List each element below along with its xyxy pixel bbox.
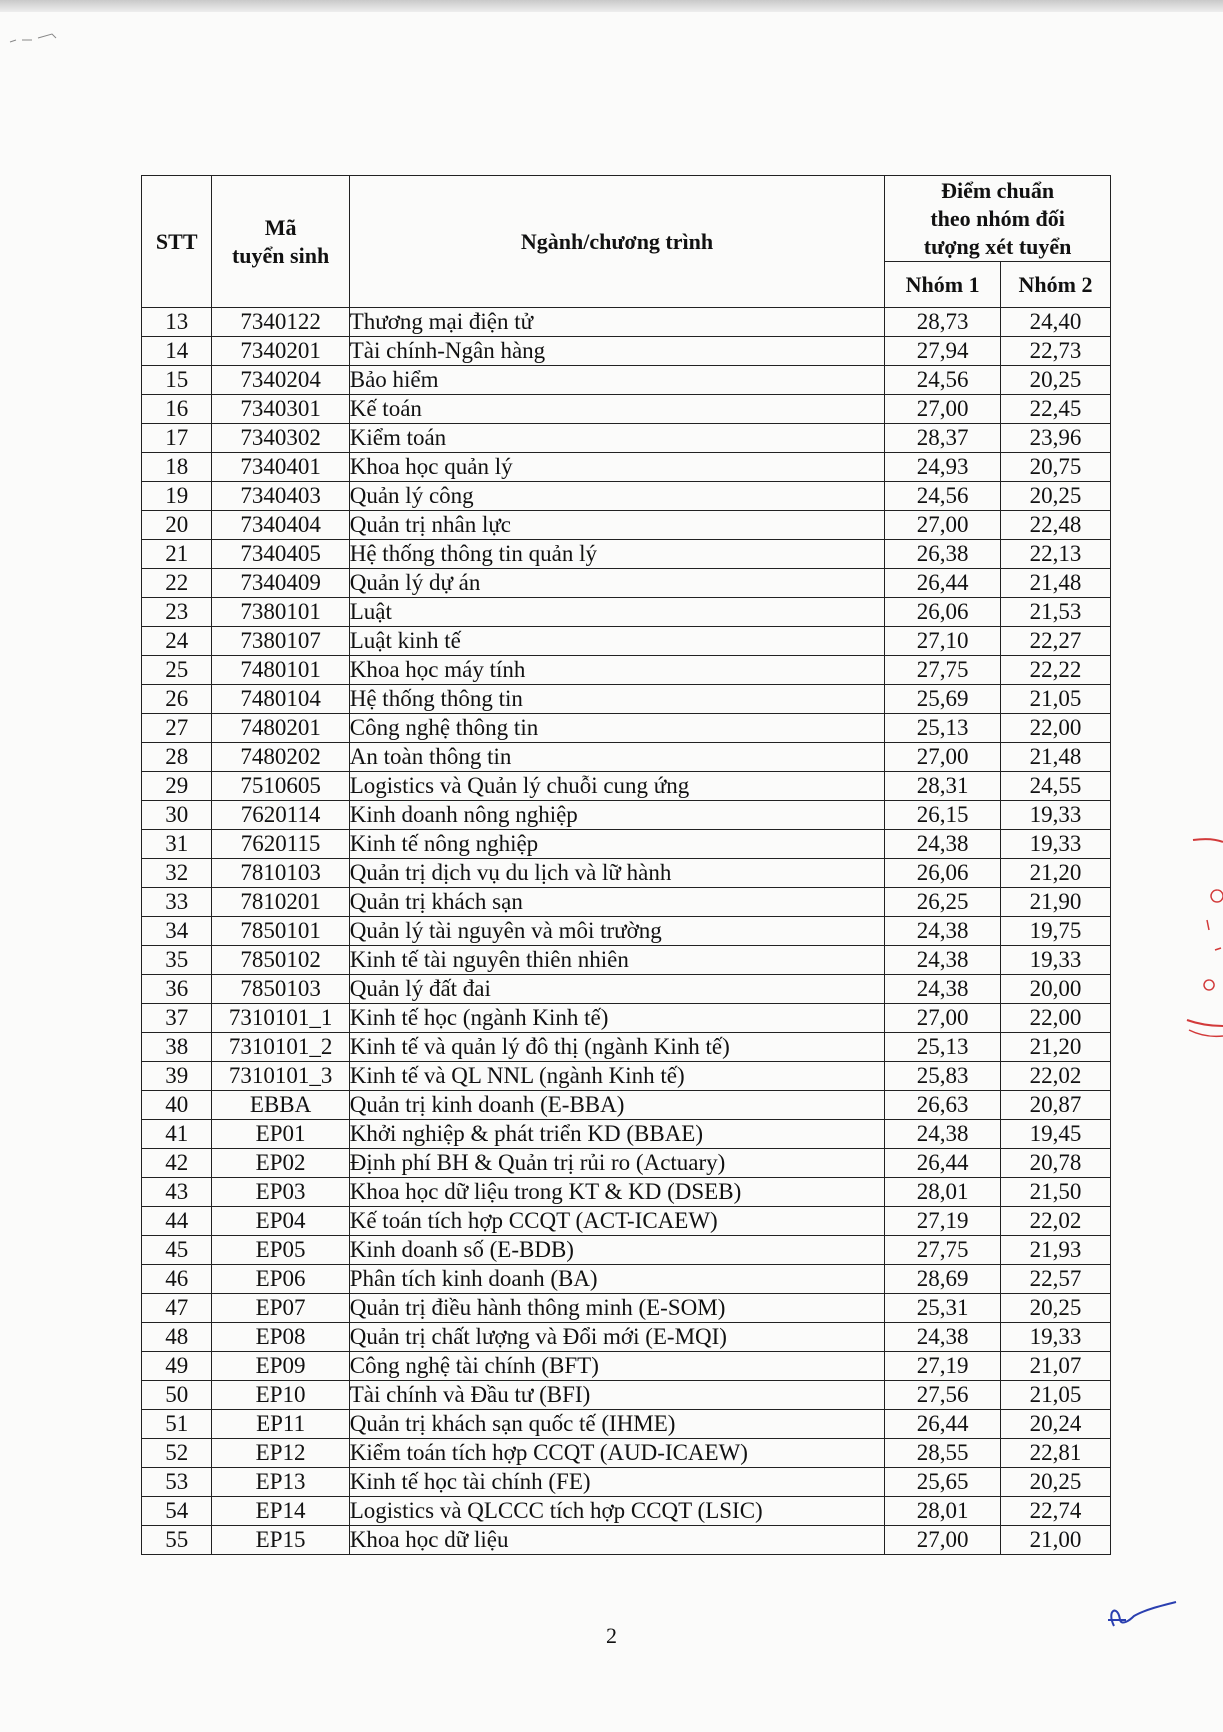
table-row <box>142 1149 1111 1178</box>
row-stt: 35 <box>142 946 212 975</box>
header-score-line2: theo nhóm đối <box>930 205 1065 231</box>
row-score-group1: 24,38 <box>885 1323 1001 1352</box>
row-score-group2: 19,75 <box>1001 917 1111 946</box>
row-stt: 39 <box>142 1062 212 1091</box>
row-score-group2: 22,27 <box>1001 627 1111 656</box>
table-row <box>142 1207 1111 1236</box>
row-program-name: Khoa học quản lý <box>349 453 884 482</box>
row-stt: 18 <box>142 453 212 482</box>
row-score-group2: 22,81 <box>1001 1439 1111 1468</box>
row-program-name: Bảo hiểm <box>349 366 884 395</box>
row-program-name: Quản trị nhân lực <box>349 511 884 540</box>
row-stt: 55 <box>142 1526 212 1555</box>
row-program-name: Công nghệ tài chính (BFT) <box>349 1352 884 1381</box>
row-program-name: Quản trị điều hành thông minh (E-SOM) <box>349 1294 884 1323</box>
row-admission-code: 7310101_2 <box>212 1033 349 1062</box>
row-program-name: Kinh doanh số (E-BDB) <box>349 1236 884 1265</box>
row-admission-code: EP10 <box>212 1381 349 1410</box>
row-score-group2: 21,48 <box>1001 569 1111 598</box>
row-admission-code: 7480104 <box>212 685 349 714</box>
row-score-group1: 24,38 <box>885 946 1001 975</box>
row-admission-code: EP13 <box>212 1468 349 1497</box>
row-admission-code: 7340403 <box>212 482 349 511</box>
header-group2: Nhóm 2 <box>1001 262 1111 308</box>
row-program-name: Quản trị dịch vụ du lịch và lữ hành <box>349 859 884 888</box>
row-score-group2: 20,25 <box>1001 366 1111 395</box>
row-score-group1: 24,56 <box>885 482 1001 511</box>
row-admission-code: 7340201 <box>212 337 349 366</box>
table-row <box>142 1294 1111 1323</box>
row-program-name: Khoa học dữ liệu <box>349 1526 884 1555</box>
row-admission-code: 7310101_1 <box>212 1004 349 1033</box>
row-score-group2: 24,40 <box>1001 308 1111 337</box>
row-admission-code: EP06 <box>212 1265 349 1294</box>
admission-score-table <box>141 175 1111 1555</box>
row-program-name: Logistics và Quản lý chuỗi cung ứng <box>349 772 884 801</box>
row-program-name: Hệ thống thông tin <box>349 685 884 714</box>
row-program-name: Tài chính và Đầu tư (BFI) <box>349 1381 884 1410</box>
row-score-group2: 21,20 <box>1001 1033 1111 1062</box>
table-header-row <box>142 176 1111 262</box>
row-admission-code: EP01 <box>212 1120 349 1149</box>
row-stt: 15 <box>142 366 212 395</box>
row-score-group2: 23,96 <box>1001 424 1111 453</box>
row-program-name: Phân tích kinh doanh (BA) <box>349 1265 884 1294</box>
table-row <box>142 714 1111 743</box>
row-score-group1: 28,37 <box>885 424 1001 453</box>
row-score-group2: 21,05 <box>1001 1381 1111 1410</box>
row-stt: 19 <box>142 482 212 511</box>
row-stt: 36 <box>142 975 212 1004</box>
row-admission-code: 7480201 <box>212 714 349 743</box>
row-score-group1: 26,44 <box>885 569 1001 598</box>
table-row <box>142 772 1111 801</box>
row-score-group1: 25,31 <box>885 1294 1001 1323</box>
row-stt: 33 <box>142 888 212 917</box>
scan-top-edge <box>0 0 1223 12</box>
row-program-name: Kiểm toán tích hợp CCQT (AUD-ICAEW) <box>349 1439 884 1468</box>
row-admission-code: EP12 <box>212 1439 349 1468</box>
row-stt: 25 <box>142 656 212 685</box>
row-score-group1: 27,19 <box>885 1352 1001 1381</box>
table-row <box>142 946 1111 975</box>
signature-mark <box>1100 1590 1180 1630</box>
table-row <box>142 1526 1111 1555</box>
row-score-group1: 24,38 <box>885 975 1001 1004</box>
row-program-name: Kinh tế nông nghiệp <box>349 830 884 859</box>
row-score-group1: 27,75 <box>885 656 1001 685</box>
table-row <box>142 569 1111 598</box>
row-stt: 34 <box>142 917 212 946</box>
row-score-group1: 24,38 <box>885 917 1001 946</box>
row-score-group1: 27,75 <box>885 1236 1001 1265</box>
row-score-group2: 21,53 <box>1001 598 1111 627</box>
table-row <box>142 801 1111 830</box>
row-score-group2: 22,48 <box>1001 511 1111 540</box>
row-score-group1: 28,31 <box>885 772 1001 801</box>
row-score-group2: 20,00 <box>1001 975 1111 1004</box>
header-admission-code <box>212 176 349 308</box>
row-program-name: Luật kinh tế <box>349 627 884 656</box>
row-admission-code: 7340409 <box>212 569 349 598</box>
row-admission-code: 7380107 <box>212 627 349 656</box>
row-score-group2: 22,73 <box>1001 337 1111 366</box>
scan-speck-mark <box>8 30 78 50</box>
row-score-group2: 19,33 <box>1001 830 1111 859</box>
row-score-group2: 20,78 <box>1001 1149 1111 1178</box>
row-score-group2: 21,90 <box>1001 888 1111 917</box>
row-score-group2: 22,02 <box>1001 1062 1111 1091</box>
row-stt: 53 <box>142 1468 212 1497</box>
row-admission-code: 7340404 <box>212 511 349 540</box>
row-score-group2: 21,20 <box>1001 859 1111 888</box>
row-score-group2: 19,45 <box>1001 1120 1111 1149</box>
row-program-name: Quản trị kinh doanh (E-BBA) <box>349 1091 884 1120</box>
row-score-group2: 21,50 <box>1001 1178 1111 1207</box>
row-score-group1: 28,01 <box>885 1497 1001 1526</box>
row-admission-code: EBBA <box>212 1091 349 1120</box>
row-admission-code: 7340401 <box>212 453 349 482</box>
table-row <box>142 1004 1111 1033</box>
row-score-group1: 27,56 <box>885 1381 1001 1410</box>
row-stt: 51 <box>142 1410 212 1439</box>
row-program-name: Kiểm toán <box>349 424 884 453</box>
row-program-name: Thương mại điện tử <box>349 308 884 337</box>
row-score-group2: 19,33 <box>1001 1323 1111 1352</box>
row-stt: 37 <box>142 1004 212 1033</box>
table-row <box>142 395 1111 424</box>
row-score-group2: 22,74 <box>1001 1497 1111 1526</box>
row-admission-code: 7340405 <box>212 540 349 569</box>
table-row <box>142 1033 1111 1062</box>
row-stt: 14 <box>142 337 212 366</box>
header-score-line3: tượng xét tuyển <box>923 233 1072 259</box>
row-stt: 28 <box>142 743 212 772</box>
table-row <box>142 511 1111 540</box>
table-row <box>142 859 1111 888</box>
row-score-group1: 26,06 <box>885 598 1001 627</box>
row-program-name: Quản lý đất đai <box>349 975 884 1004</box>
table-row <box>142 1062 1111 1091</box>
row-program-name: Tài chính-Ngân hàng <box>349 337 884 366</box>
table-row <box>142 366 1111 395</box>
table-row <box>142 1410 1111 1439</box>
row-program-name: Luật <box>349 598 884 627</box>
row-score-group1: 26,44 <box>885 1410 1001 1439</box>
table-row <box>142 917 1111 946</box>
row-score-group1: 24,38 <box>885 1120 1001 1149</box>
row-admission-code: EP09 <box>212 1352 349 1381</box>
header-program: Ngành/chương trình <box>349 176 884 308</box>
row-score-group2: 21,93 <box>1001 1236 1111 1265</box>
row-score-group1: 28,69 <box>885 1265 1001 1294</box>
row-score-group2: 22,02 <box>1001 1207 1111 1236</box>
table-row <box>142 627 1111 656</box>
row-admission-code: EP08 <box>212 1323 349 1352</box>
row-program-name: Quản trị khách sạn <box>349 888 884 917</box>
row-program-name: Định phí BH & Quản trị rủi ro (Actuary) <box>349 1149 884 1178</box>
row-score-group1: 27,94 <box>885 337 1001 366</box>
row-score-group1: 27,00 <box>885 1526 1001 1555</box>
row-score-group2: 22,00 <box>1001 1004 1111 1033</box>
row-stt: 20 <box>142 511 212 540</box>
row-score-group2: 22,00 <box>1001 714 1111 743</box>
row-program-name: Logistics và QLCCC tích hợp CCQT (LSIC) <box>349 1497 884 1526</box>
row-program-name: Công nghệ thông tin <box>349 714 884 743</box>
row-score-group2: 20,75 <box>1001 453 1111 482</box>
header-score-line1: Điểm chuẩn <box>941 177 1055 203</box>
red-stamp-edge <box>1183 830 1223 1060</box>
row-stt: 45 <box>142 1236 212 1265</box>
header-code-line2: tuyển sinh <box>231 242 330 268</box>
row-program-name: Quản lý công <box>349 482 884 511</box>
row-admission-code: 7850103 <box>212 975 349 1004</box>
table-row <box>142 888 1111 917</box>
row-stt: 30 <box>142 801 212 830</box>
table-row <box>142 685 1111 714</box>
row-admission-code: EP03 <box>212 1178 349 1207</box>
row-stt: 21 <box>142 540 212 569</box>
row-score-group1: 24,56 <box>885 366 1001 395</box>
table-row <box>142 1439 1111 1468</box>
row-score-group2: 20,87 <box>1001 1091 1111 1120</box>
table-row <box>142 1178 1111 1207</box>
row-program-name: Khoa học dữ liệu trong KT & KD (DSEB) <box>349 1178 884 1207</box>
table-row <box>142 424 1111 453</box>
row-score-group1: 26,44 <box>885 1149 1001 1178</box>
row-stt: 24 <box>142 627 212 656</box>
row-score-group1: 27,00 <box>885 511 1001 540</box>
row-score-group2: 21,00 <box>1001 1526 1111 1555</box>
table-row <box>142 656 1111 685</box>
row-admission-code: 7340122 <box>212 308 349 337</box>
row-program-name: Quản lý dự án <box>349 569 884 598</box>
row-program-name: Quản trị khách sạn quốc tế (IHME) <box>349 1410 884 1439</box>
row-stt: 17 <box>142 424 212 453</box>
row-score-group1: 25,83 <box>885 1062 1001 1091</box>
row-admission-code: EP05 <box>212 1236 349 1265</box>
row-stt: 32 <box>142 859 212 888</box>
row-admission-code: 7480101 <box>212 656 349 685</box>
table-row <box>142 598 1111 627</box>
row-admission-code: 7850101 <box>212 917 349 946</box>
row-program-name: Kinh tế học (ngành Kinh tế) <box>349 1004 884 1033</box>
row-score-group2: 19,33 <box>1001 946 1111 975</box>
row-program-name: Kế toán tích hợp CCQT (ACT-ICAEW) <box>349 1207 884 1236</box>
row-program-name: Kinh tế và quản lý đô thị (ngành Kinh tế) <box>349 1033 884 1062</box>
table-row <box>142 830 1111 859</box>
row-program-name: Quản lý tài nguyên và môi trường <box>349 917 884 946</box>
row-admission-code: EP02 <box>212 1149 349 1178</box>
row-stt: 23 <box>142 598 212 627</box>
row-admission-code: 7380101 <box>212 598 349 627</box>
row-stt: 46 <box>142 1265 212 1294</box>
row-score-group2: 20,25 <box>1001 482 1111 511</box>
row-stt: 22 <box>142 569 212 598</box>
row-score-group1: 25,65 <box>885 1468 1001 1497</box>
row-score-group1: 26,15 <box>885 801 1001 830</box>
row-stt: 31 <box>142 830 212 859</box>
row-score-group1: 27,00 <box>885 1004 1001 1033</box>
row-admission-code: 7340301 <box>212 395 349 424</box>
row-admission-code: EP14 <box>212 1497 349 1526</box>
row-score-group1: 25,69 <box>885 685 1001 714</box>
row-admission-code: 7340204 <box>212 366 349 395</box>
row-admission-code: 7850102 <box>212 946 349 975</box>
row-admission-code: 7810103 <box>212 859 349 888</box>
row-score-group2: 22,57 <box>1001 1265 1111 1294</box>
table-row <box>142 1381 1111 1410</box>
row-program-name: Khởi nghiệp & phát triển KD (BBAE) <box>349 1120 884 1149</box>
row-score-group1: 25,13 <box>885 714 1001 743</box>
table-row <box>142 1468 1111 1497</box>
table-row <box>142 1091 1111 1120</box>
table-row <box>142 482 1111 511</box>
row-score-group1: 26,38 <box>885 540 1001 569</box>
row-admission-code: 7340302 <box>212 424 349 453</box>
row-stt: 40 <box>142 1091 212 1120</box>
row-stt: 43 <box>142 1178 212 1207</box>
row-score-group1: 27,00 <box>885 395 1001 424</box>
row-admission-code: 7620114 <box>212 801 349 830</box>
row-admission-code: EP11 <box>212 1410 349 1439</box>
row-score-group2: 20,24 <box>1001 1410 1111 1439</box>
row-score-group1: 24,38 <box>885 830 1001 859</box>
row-score-group2: 24,55 <box>1001 772 1111 801</box>
row-score-group1: 25,13 <box>885 1033 1001 1062</box>
row-score-group2: 21,05 <box>1001 685 1111 714</box>
row-score-group2: 22,13 <box>1001 540 1111 569</box>
row-admission-code: EP04 <box>212 1207 349 1236</box>
row-stt: 16 <box>142 395 212 424</box>
row-stt: 26 <box>142 685 212 714</box>
row-stt: 44 <box>142 1207 212 1236</box>
row-program-name: Kinh tế tài nguyên thiên nhiên <box>349 946 884 975</box>
row-program-name: Quản trị chất lượng và Đổi mới (E-MQI) <box>349 1323 884 1352</box>
row-score-group2: 19,33 <box>1001 801 1111 830</box>
row-score-group1: 28,55 <box>885 1439 1001 1468</box>
row-stt: 49 <box>142 1352 212 1381</box>
row-score-group1: 27,19 <box>885 1207 1001 1236</box>
row-program-name: Khoa học máy tính <box>349 656 884 685</box>
table-body <box>142 308 1111 1555</box>
row-stt: 38 <box>142 1033 212 1062</box>
header-group1: Nhóm 1 <box>885 262 1001 308</box>
header-stt: STT <box>142 176 212 308</box>
table-row <box>142 1323 1111 1352</box>
row-program-name: Kinh tế và QL NNL (ngành Kinh tế) <box>349 1062 884 1091</box>
table-row <box>142 308 1111 337</box>
table-row <box>142 1497 1111 1526</box>
row-admission-code: 7480202 <box>212 743 349 772</box>
row-stt: 27 <box>142 714 212 743</box>
row-stt: 54 <box>142 1497 212 1526</box>
row-stt: 29 <box>142 772 212 801</box>
row-program-name: Hệ thống thông tin quản lý <box>349 540 884 569</box>
header-score-group <box>885 176 1111 262</box>
row-stt: 48 <box>142 1323 212 1352</box>
table-row <box>142 337 1111 366</box>
row-score-group1: 28,73 <box>885 308 1001 337</box>
row-stt: 47 <box>142 1294 212 1323</box>
row-admission-code: 7620115 <box>212 830 349 859</box>
row-score-group2: 22,45 <box>1001 395 1111 424</box>
row-score-group1: 26,25 <box>885 888 1001 917</box>
row-score-group2: 21,48 <box>1001 743 1111 772</box>
row-stt: 41 <box>142 1120 212 1149</box>
row-program-name: Kinh doanh nông nghiệp <box>349 801 884 830</box>
row-admission-code: 7310101_3 <box>212 1062 349 1091</box>
row-score-group1: 26,06 <box>885 859 1001 888</box>
table-row <box>142 1236 1111 1265</box>
table-row <box>142 1352 1111 1381</box>
row-admission-code: 7510605 <box>212 772 349 801</box>
row-score-group2: 21,07 <box>1001 1352 1111 1381</box>
row-score-group2: 22,22 <box>1001 656 1111 685</box>
table-row <box>142 1265 1111 1294</box>
row-score-group2: 20,25 <box>1001 1468 1111 1497</box>
table-row <box>142 975 1111 1004</box>
table-row <box>142 1120 1111 1149</box>
row-stt: 42 <box>142 1149 212 1178</box>
row-score-group1: 27,10 <box>885 627 1001 656</box>
row-program-name: An toàn thông tin <box>349 743 884 772</box>
row-admission-code: EP15 <box>212 1526 349 1555</box>
table-row <box>142 453 1111 482</box>
row-program-name: Kế toán <box>349 395 884 424</box>
row-score-group1: 24,93 <box>885 453 1001 482</box>
header-code-line1: Mã <box>264 214 297 240</box>
table-row <box>142 743 1111 772</box>
row-admission-code: EP07 <box>212 1294 349 1323</box>
table-row <box>142 540 1111 569</box>
row-program-name: Kinh tế học tài chính (FE) <box>349 1468 884 1497</box>
row-stt: 50 <box>142 1381 212 1410</box>
row-score-group1: 27,00 <box>885 743 1001 772</box>
page-number: 2 <box>606 1623 617 1648</box>
row-score-group1: 28,01 <box>885 1178 1001 1207</box>
row-stt: 52 <box>142 1439 212 1468</box>
row-stt: 13 <box>142 308 212 337</box>
row-score-group1: 26,63 <box>885 1091 1001 1120</box>
row-admission-code: 7810201 <box>212 888 349 917</box>
row-score-group2: 20,25 <box>1001 1294 1111 1323</box>
